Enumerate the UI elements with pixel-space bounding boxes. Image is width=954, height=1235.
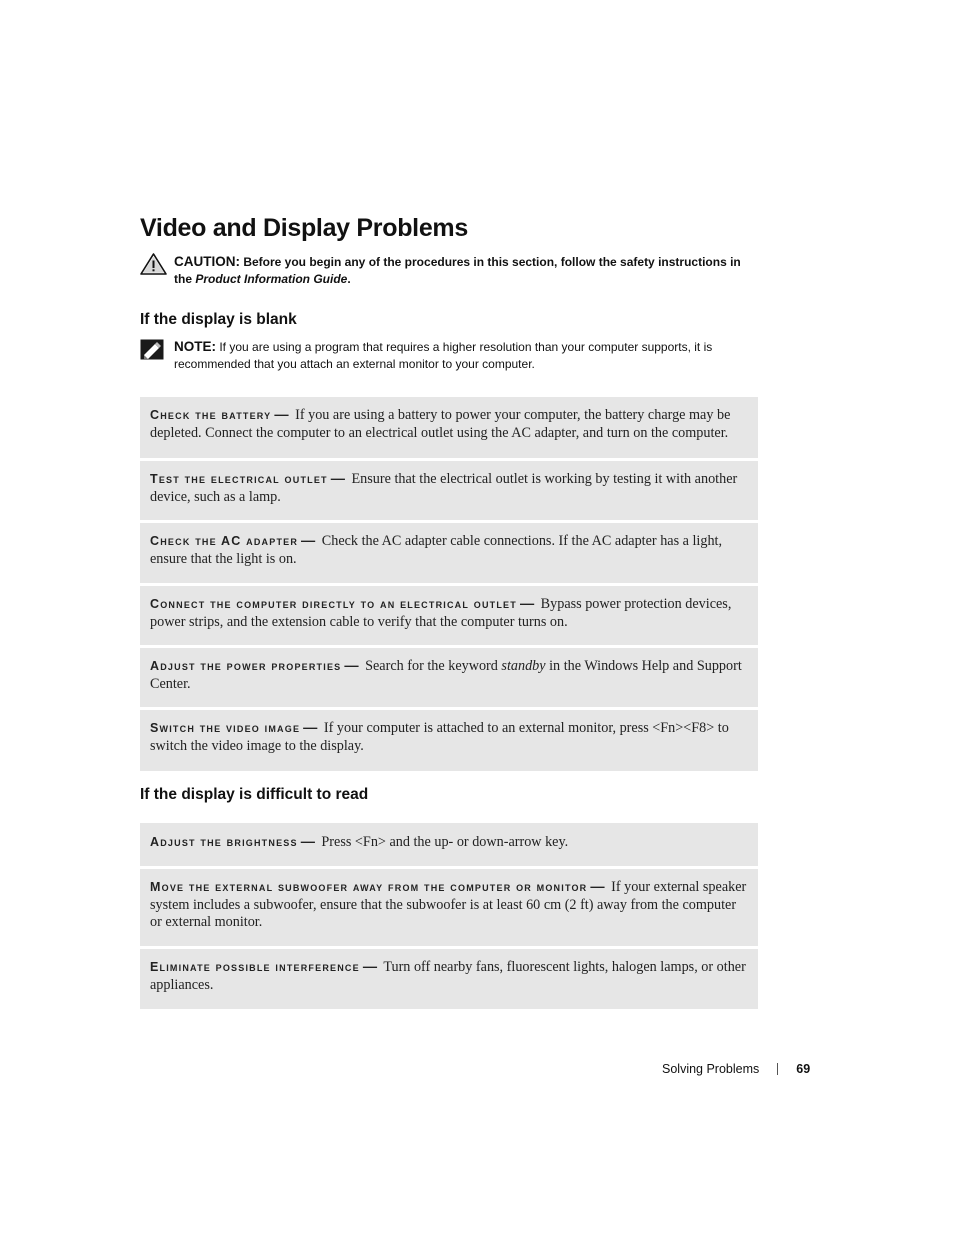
item-text: If your computer is attached to an external monitor, press <Fn><F8> to switch the video image to the display.	[150, 720, 729, 754]
item-text: Bypass power protection devices, power strips, and the extension cable to verify that the computer turns on.	[150, 596, 732, 630]
item-text: Turn off nearby fans, fluorescent lights, halogen lamps, or other appliances.	[150, 959, 746, 993]
footer-divider	[777, 1063, 778, 1075]
troubleshoot-item	[140, 710, 758, 771]
troubleshoot-item	[140, 949, 758, 1009]
item-title: Connect the computer directly to an electrical outlet	[150, 597, 517, 611]
troubleshoot-item	[140, 461, 758, 520]
em-dash: —	[330, 471, 345, 487]
page-footer	[662, 1062, 810, 1076]
item-keyword: standby	[501, 658, 546, 674]
caution-notice	[140, 253, 760, 288]
troubleshoot-item	[140, 397, 758, 458]
page-number: 69	[796, 1062, 811, 1076]
item-text-after: in the Windows Help and Support Center.	[150, 658, 742, 692]
troubleshoot-item	[140, 648, 758, 707]
note-label: NOTE:	[174, 339, 216, 354]
item-title: Move the external subwoofer away from the computer or monitor	[150, 880, 588, 894]
em-dash: —	[300, 834, 315, 850]
item-text: If you are using a battery to power your computer, the battery charge may be depleted. Connect the computer to an electrical outlet using the AC adapter, and turn on the computer.	[150, 407, 731, 441]
troubleshoot-item	[140, 869, 758, 946]
note-notice	[140, 338, 760, 373]
item-title: Check the battery	[150, 408, 272, 422]
note-body: If you are using a program that requires a higher resolution than your computer supports, it is recommended that you attach an external monitor to your computer.	[174, 340, 713, 371]
section-heading-difficult: If the display is difficult to read	[140, 786, 369, 803]
item-title: Switch the video image	[150, 721, 301, 735]
em-dash: —	[519, 596, 535, 612]
item-title: Adjust the brightness	[150, 835, 298, 849]
caution-body: Before you begin any of the procedures in this section, follow the safety instructions in the	[174, 255, 741, 286]
item-text: If your external speaker system includes a subwoofer, ensure that the subwoofer is at least 60 cm (2 ft) away from the computer or external monitor.	[150, 879, 747, 930]
item-text-before: Search for the keyword	[365, 658, 502, 674]
troubleshoot-item	[140, 523, 758, 583]
item-title: Check the AC adapter	[150, 534, 299, 548]
item-title: Eliminate possible interference	[150, 960, 360, 974]
troubleshoot-item	[140, 823, 758, 866]
item-title: Test the electrical outlet	[150, 472, 328, 486]
caution-end: .	[347, 272, 351, 286]
page-title: Video and Display Problems	[140, 214, 468, 242]
item-title: Adjust the power properties	[150, 659, 342, 673]
em-dash: —	[362, 959, 378, 975]
item-text: Ensure that the electrical outlet is working by testing it with another device, such as a lamp.	[150, 471, 738, 505]
caution-guide-name: Product Information Guide	[195, 272, 348, 286]
warning-triangle-icon	[140, 253, 167, 280]
troubleshoot-item	[140, 586, 758, 645]
em-dash: —	[590, 879, 605, 895]
item-text: Check the AC adapter cable connections. If the AC adapter has a light, ensure that the light is on.	[150, 533, 723, 567]
note-pencil-icon	[140, 339, 164, 365]
caution-label: CAUTION:	[174, 254, 240, 269]
note-text	[174, 338, 760, 373]
item-text: Press <Fn> and the up- or down-arrow key.	[321, 834, 569, 850]
em-dash: —	[303, 720, 318, 736]
em-dash: —	[274, 407, 289, 423]
em-dash: —	[301, 533, 316, 549]
em-dash: —	[344, 658, 359, 674]
footer-section-name: Solving Problems	[662, 1062, 760, 1076]
caution-text	[174, 253, 760, 288]
section-heading-blank: If the display is blank	[140, 311, 297, 328]
